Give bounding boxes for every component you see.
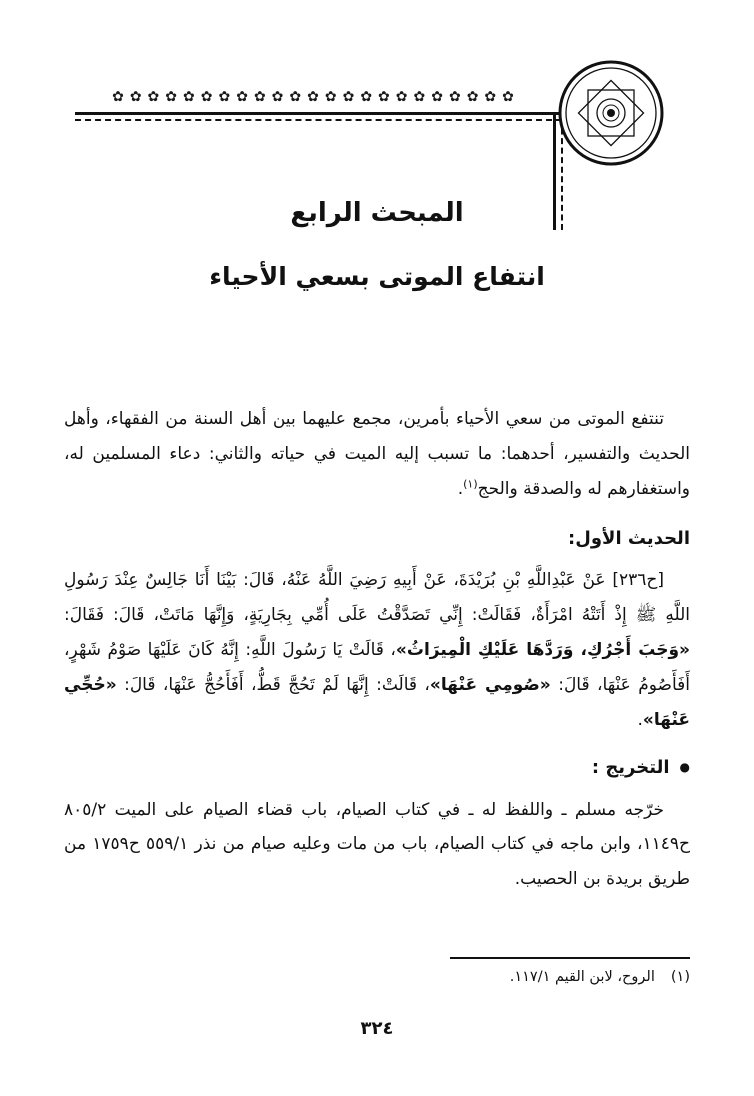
intro-text: تنتفع الموتى من سعي الأحياء بأمرين، مجمع عليهما بين أهل السنة من الفقهاء، وأهل الحديث والتفسير، أحدهما: ما تسبب إليه الميت في حياته والثاني: دعاء المسلمين له، واستغفارهم له والصدقة والحج	[64, 409, 690, 499]
takhrij-paragraph: خرّجه مسلم ـ واللفظ له ـ في كتاب الصيام، باب قضاء الصيام على الميت ٨٠٥/٢ ح١١٤٩، وابن ماجه في كتاب الصيام، باب من مات وعليه صيام من نذر ٥٥٩/١ ح١٧٥٩ من طريق بريدة بن الحصيب.	[64, 799, 691, 890]
footnote-reference: (١)	[463, 477, 478, 491]
medallion-ornament-icon	[556, 58, 666, 168]
chapter-subtitle: انتفاع الموتى بسعي الأحياء	[209, 262, 545, 291]
takhrij-heading	[64, 750, 690, 787]
hadith-segment: .	[637, 709, 643, 730]
horizontal-rule-dashed	[75, 119, 562, 121]
page-content	[64, 402, 690, 897]
floral-ornament-band: ✿✿✿✿✿✿✿✿✿✿✿✿✿✿✿✿✿✿✿✿✿✿✿	[112, 89, 520, 105]
footnote	[64, 966, 690, 989]
hadith-paragraph	[64, 563, 690, 737]
hadith-quote: «حُجِّي عَنْهَا»	[64, 674, 690, 730]
hadith-segment: ، قَالَتْ يَا رَسُولَ اللَّهِ: إِنَّهُ كَانَ عَلَيْهَا صَوْمُ شَهْرٍ، أَفَأَصُومُ عَنْهَا، قَالَ:	[64, 640, 690, 695]
footnote-separator	[450, 957, 690, 959]
page-number: ٣٢٤	[360, 1018, 394, 1039]
bullet-icon: ●	[679, 759, 690, 774]
hadith-quote: «صُومِي عَنْهَا»	[429, 674, 551, 695]
hadith-segment: ، قَالَتْ: إِنَّهَا لَمْ تَحُجَّ قَطُّ، أَفَأَحُجُّ عَنْهَا، قَالَ:	[116, 674, 430, 695]
footnote-text: الروح، لابن القيم ١١٧/١.	[509, 969, 655, 985]
footnote-number: (١)	[670, 969, 690, 985]
hadith-segment: [ح٢٣٦] عَنْ عَبْدِاللَّهِ بْنِ بُرَيْدَةَ، عَنْ أَبِيهِ رَضِيَ اللَّهُ عَنْهُ، قَالَ: بَيْنَا أَنَا جَالِسٌ عِنْدَ رَسُولِ اللَّهِ ﷺ إِذْ أَتَتْهُ امْرَأَةٌ، فَقَالَتْ: إِنِّي تَصَدَّقْتُ عَلَى أُمِّي بِجَارِيَةٍ، وَإِنَّهَا مَاتَتْ، قَالَ: فَقَالَ:	[64, 570, 690, 626]
hadith-section-heading: الحديث الأول:	[568, 527, 690, 549]
chapter-title: المبحث الرابع	[290, 198, 464, 228]
intro-period: .	[457, 478, 464, 499]
takhrij-heading-label: التخريج :	[591, 756, 670, 778]
hadith-quote: «وَجَبَ أَجْرُكِ، وَرَدَّهَا عَلَيْكِ الْمِيرَاثُ»	[395, 640, 691, 661]
intro-paragraph	[64, 402, 690, 507]
horizontal-rule-solid	[75, 112, 562, 115]
